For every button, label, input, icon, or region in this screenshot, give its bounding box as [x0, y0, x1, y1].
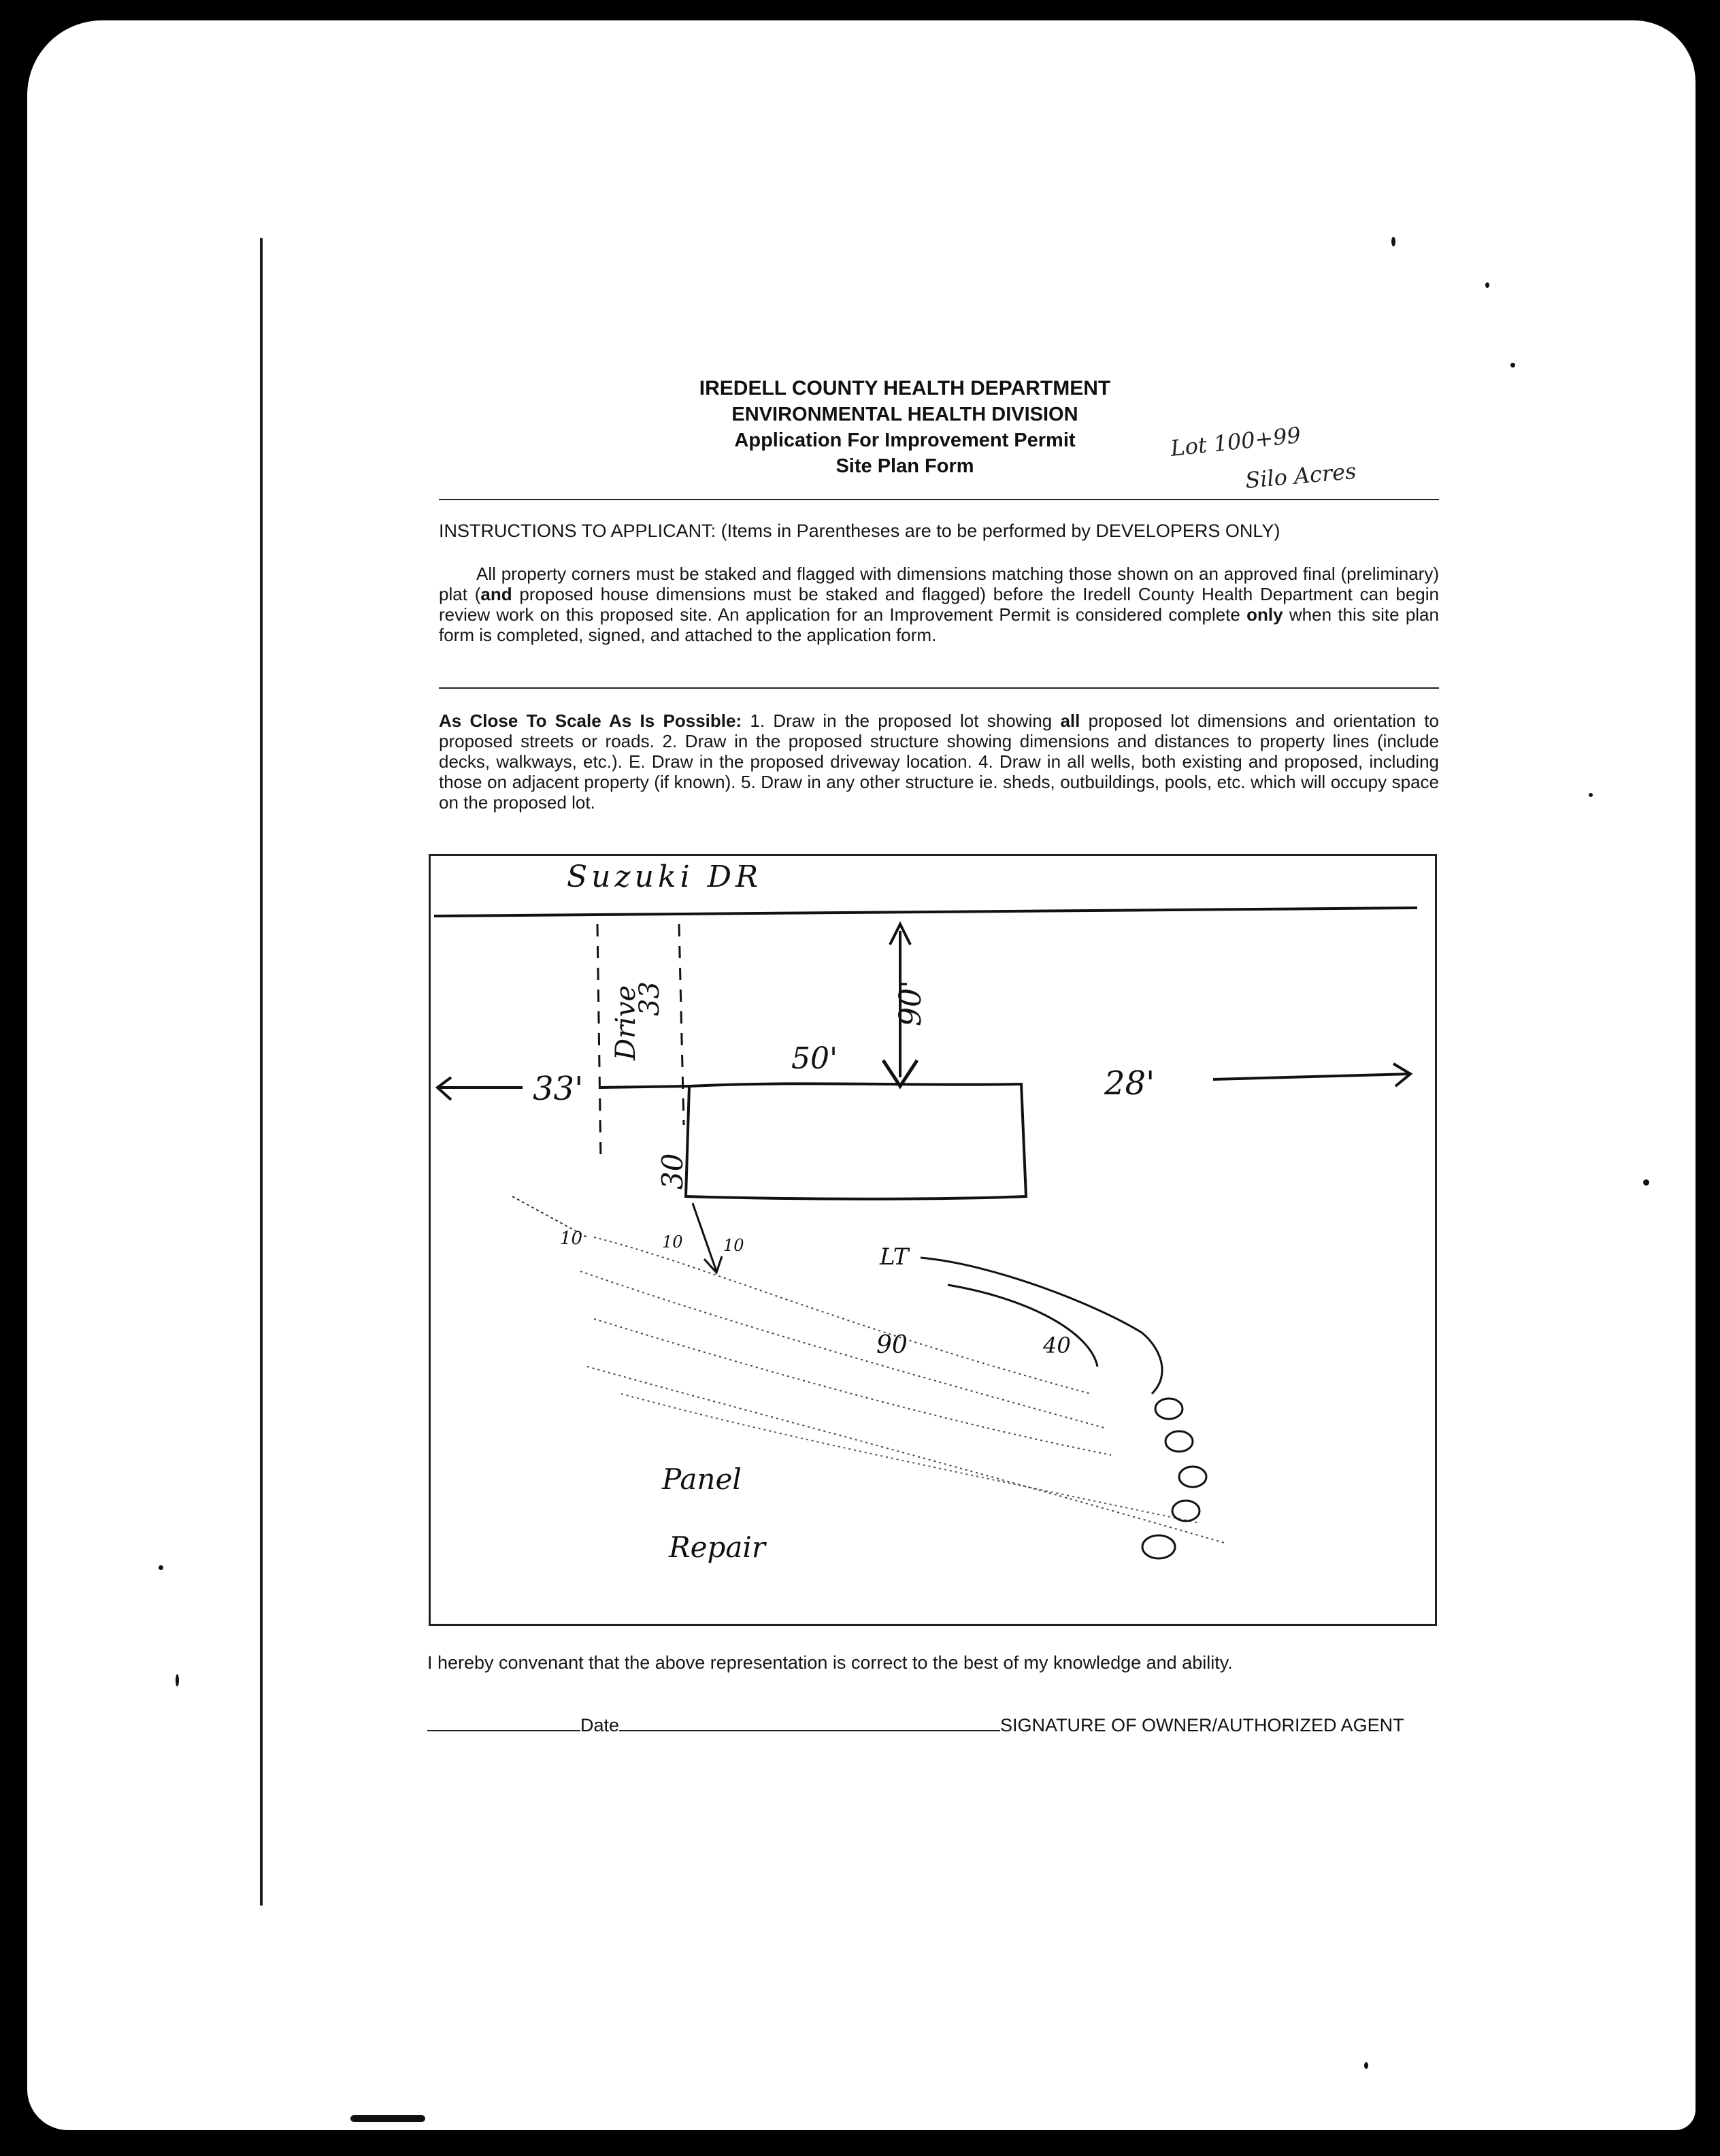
signature-label: SIGNATURE OF OWNER/AUTHORIZED AGENT	[1000, 1715, 1404, 1735]
left-margin-rule	[260, 238, 263, 1906]
driveway-left-edge	[597, 924, 601, 1162]
date-prefix-blank[interactable]	[427, 1715, 580, 1731]
covenant-statement: I hereby convenant that the above representation is correct to the best of my knowledge and ability.	[427, 1652, 1233, 1673]
date-label: Date	[580, 1715, 620, 1735]
house-connection-arrow	[693, 1203, 716, 1271]
handwritten-lot-number: Lot 100+99	[1169, 422, 1302, 461]
field-line-6	[621, 1394, 1200, 1523]
division-title: ENVIRONMENTAL HEALTH DIVISION	[731, 404, 1078, 425]
scan-speck	[159, 1565, 163, 1570]
small-label-3: 10	[723, 1236, 744, 1255]
driveway-right-edge	[679, 924, 684, 1125]
handwritten-subdivision: Silo Acres	[1244, 457, 1357, 494]
repair-note: Repair	[669, 1531, 765, 1564]
field-line-4	[594, 1319, 1111, 1455]
drive-label: Drive	[610, 985, 642, 1060]
scan-speck	[176, 1674, 179, 1686]
department-title: IREDELL COUNTY HEALTH DEPARTMENT	[699, 377, 1111, 399]
lt-line-40	[948, 1285, 1097, 1367]
distance-40-label: 40	[1043, 1333, 1071, 1358]
house-width-label: 50'	[791, 1041, 838, 1076]
setback-line-mid	[601, 1086, 689, 1088]
site-plan-drawing-area	[429, 854, 1437, 1626]
scan-speck	[1643, 1179, 1649, 1186]
signature-row	[427, 1715, 1404, 1736]
right-setback-label: 28'	[1104, 1064, 1155, 1102]
house-front-line	[689, 1083, 1023, 1086]
well-circle-1	[1155, 1399, 1182, 1419]
house-depth-label: 30	[656, 1153, 689, 1190]
road-line	[434, 908, 1417, 916]
scan-speck	[1485, 282, 1489, 288]
instructions-divider	[439, 687, 1439, 689]
instructions-body: All property corners must be staked and flagged with dimensions matching those shown on an approved final (preliminary) plat (and proposed house dimensions must be staked and flagged) before the Iredell County Health Department can begin review work on this proposed site. An application for an Improvement Permit is considered complete only when this site plan form is completed, signed, and attached to the application form.	[439, 564, 1439, 645]
left-setback-label: 33'	[533, 1070, 584, 1108]
small-label-1: 10	[560, 1228, 583, 1249]
road-name-label: Suzuki DR	[567, 860, 763, 894]
header-divider	[439, 499, 1439, 500]
drive-width-label: 33	[634, 981, 665, 1016]
lt-curve	[921, 1258, 1162, 1394]
setback-line-right	[1213, 1074, 1410, 1079]
scan-smudge	[350, 2115, 425, 2122]
scan-speck	[1391, 237, 1395, 246]
panel-note: Panel	[662, 1463, 742, 1496]
well-circle-2	[1165, 1431, 1193, 1452]
field-line-5	[587, 1367, 1227, 1544]
house-outline	[686, 1084, 1026, 1199]
well-circle-4	[1172, 1501, 1200, 1521]
well-circle-5	[1142, 1535, 1175, 1558]
road-setback-label: 90'	[893, 979, 928, 1026]
well-circle-3	[1179, 1467, 1206, 1487]
scan-speck	[1510, 363, 1515, 368]
small-label-2: 10	[662, 1232, 683, 1252]
drawing-instructions: As Close To Scale As Is Possible: 1. Draw in the proposed lot showing all proposed lot dimensions and orientation to proposed streets or roads. 2. Draw in the proposed structure showing dimensions and distances to property lines (include decks, walkways, etc.). E. Draw in the proposed driveway location. 4. Draw in all wells, both existing and proposed, including those on adjacent property (if known). 5. Draw in any other structure ie. sheds, outbuildings, pools, etc. which will occupy space on the proposed lot.	[439, 710, 1439, 813]
instructions-title: INSTRUCTIONS TO APPLICANT: (Items in Parentheses are to be performed by DEVELOPERS ONLY)	[439, 521, 1280, 541]
form-title: Site Plan Form	[836, 455, 974, 477]
lt-label: LT	[880, 1243, 909, 1271]
scan-speck	[1589, 793, 1593, 797]
date-blank[interactable]	[619, 1715, 1000, 1731]
field-line-2	[594, 1237, 1091, 1394]
scan-speck	[1364, 2062, 1368, 2069]
application-title: Application For Improvement Permit	[734, 429, 1076, 451]
distance-90-label: 90	[876, 1331, 908, 1359]
